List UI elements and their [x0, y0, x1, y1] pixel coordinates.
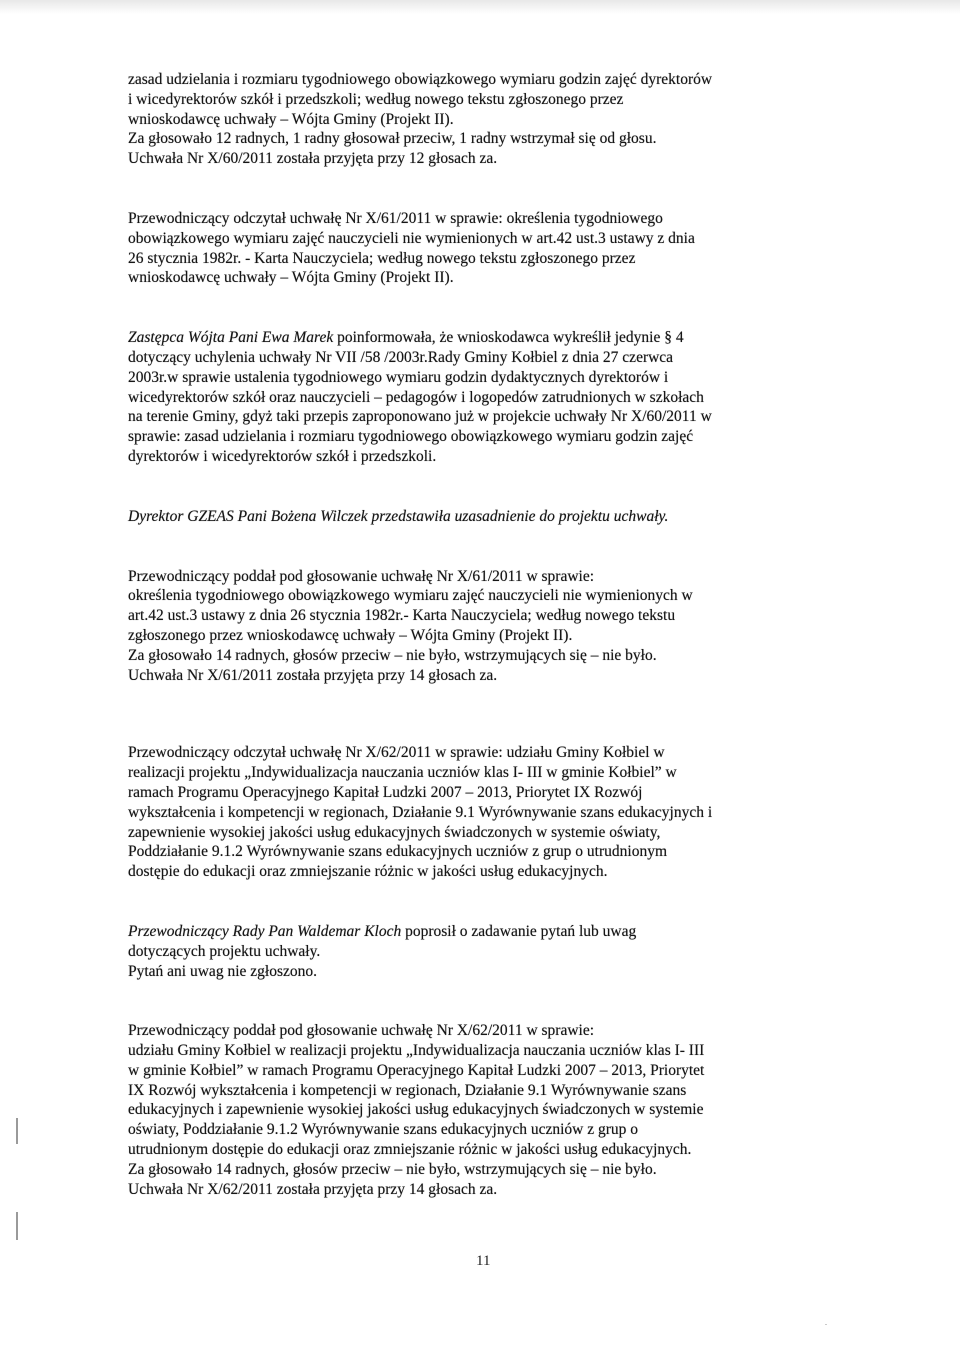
speaker-name: Zastępca Wójta Pani Ewa Marek [128, 329, 334, 347]
page-number: 11 [476, 1253, 491, 1269]
paragraph-line: poinformowała, że wnioskodawca wykreślił jedynie § 4 [333, 329, 684, 347]
paragraph-p1: zasad udzielania i rozmiaru tygodniowego obowiązkowego wymiaru godzin zajęć dyrektorów i wicedyrektorów szkół i przedszkoli; według nowego tekstu zgłoszonego przez wnioskodawcę uchwały – Wójta Gminy (Projekt II). Za głosowało 12 radnych, 1 radny głosował przeciw, 1 radny wstrzymał się od głosu. Uchwała Nr X/60/2011 została przyjęta przy 12 głosach za. [128, 71, 713, 168]
scan-edge [0, 0, 960, 14]
paragraph-p5: Przewodniczący poddał pod głosowanie uchwałę Nr X/61/2011 w sprawie: określenia tygodniowego obowiązkowego wymiaru zajęć nauczycieli nie wymienionych w art.42 ust.3 ustawy z dnia 26 stycznia 1982r.- Karta Nauczyciela; według nowego tekstu zgłoszonego przez wnioskodawcę uchwały – Wójta Gminy (Projekt II). Za głosowało 14 radnych, głosów przeciw – nie było, wstrzymujących się – nie było. Uchwała Nr X/61/2011 została przyjęta przy 14 głosach za. [128, 567, 693, 684]
paragraph-p7: Przewodniczący Rady Pan Waldemar Kloch poprosił o zadawanie pytań lub uwag dotyczących projektu uchwały. Pytań ani uwag nie zgłoszono. [128, 922, 637, 980]
paragraph-line: poprosił o zadawanie pytań lub uwag [401, 922, 637, 940]
paragraph-p4: Dyrektor GZEAS Pani Bożena Wilczek przedstawiła uzasadnienie do projektu uchwały. [128, 507, 669, 525]
margin-mark [16, 1212, 18, 1240]
paragraph-p6: Przewodniczący odczytał uchwałę Nr X/62/2011 w sprawie: udziału Gminy Kołbiel w realizacji projektu „Indywidualizacja nauczania uczniów klas I- III w gminie Kołbiel” w ramach Programu Operacyjnego Kapitał Ludzki 2007 – 2013, Priorytet IX Rozwój wykształcenia i kompetencji w regionach, Działanie 9.1 Wyrównywanie szans edukacyjnych i zapewnienie wysokiej jakości usług edukacyjnych świadczonych w systemie oświaty, Poddziałanie 9.1.2 Wyrównywanie szans edukacyjnych uczniów z grup o utrudnionym dostępie do edukacji oraz zmniejszanie różnic w jakości usług edukacyjnych. [128, 744, 713, 881]
paragraph-p2: Przewodniczący odczytał uchwałę Nr X/61/2011 w sprawie: określenia tygodniowego obowiązkowego wymiaru zajęć nauczycieli nie wymienionych w art.42 ust.3 ustawy z dnia 26 stycznia 1982r. - Karta Nauczyciela; według nowego tekstu zgłoszonego przez wnioskodawcę uchwały – Wójta Gminy (Projekt II). [128, 209, 695, 287]
paragraph-p8: Przewodniczący poddał pod głosowanie uchwałę Nr X/62/2011 w sprawie: udziału Gminy Kołbiel w realizacji projektu „Indywidualizacja nauczania uczniów klas I- III w gminie Kołbiel” w ramach Programu Operacyjnego Kapitał Ludzki 2007 – 2013, Priorytet IX Rozwój wykształcenia i kompetencji w regionach, Działanie 9.1 Wyrównywanie szans edukacyjnych i zapewnienie wysokiej jakości usług edukacyjnych świadczonych w systemie oświaty, Poddziałanie 9.1.2 Wyrównywanie szans edukacyjnych uczniów z grup o utrudnionym dostępie do edukacji oraz zmniejszanie różnic w jakości usług edukacyjnych. Za głosowało 14 radnych, głosów przeciw – nie było, wstrzymujących się – nie było. Uchwała Nr X/62/2011 została przyjęta przy 14 głosach za. [128, 1022, 705, 1198]
paragraph-p3: Zastępca Wójta Pani Ewa Marek poinformowała, że wnioskodawca wykreślił jedynie § 4 dotyczący uchylenia uchwały Nr VII /58 /2003r.Rady Gminy Kołbiel z dnia 27 czerwca 2003r.w sprawie ustalenia tygodniowego wymiaru godzin dydaktycznych dyrektorów i wicedyrektorów szkół oraz nauczycieli – pedagogów i logopedów zatrudnionych w szkołach na terenie Gminy, gdyż taki przepis zaproponowano już w projekcie uchwały Nr X/60/2011 w sprawie: zasad udzielania i rozmiaru tygodniowego obowiązkowego wymiaru godzin zajęć dyrektorów i wicedyrektorów szkół i przedszkoli. [128, 329, 712, 465]
speaker-name: Przewodniczący Rady Pan Waldemar Kloch [128, 922, 402, 940]
margin-mark [16, 1118, 18, 1144]
document-page [128, 70, 844, 1199]
